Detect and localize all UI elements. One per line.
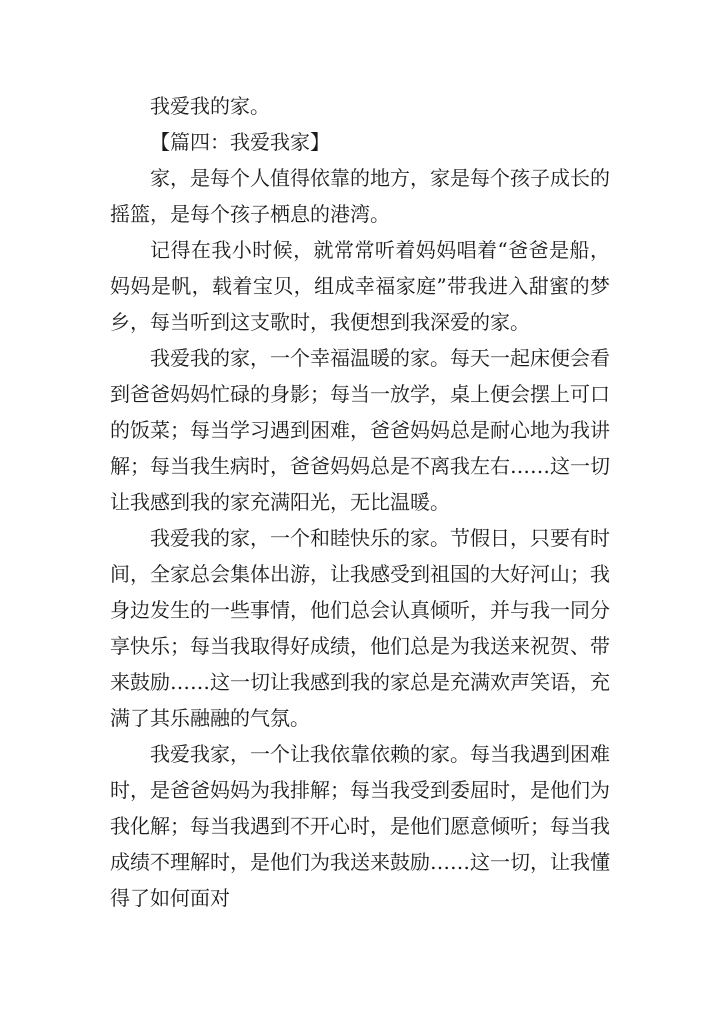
paragraph-reliable-home: 我爱我家，一个让我依靠依赖的家。每当我遇到困难时，是爸爸妈妈为我排解；每当我受到委屈时，是他们为我化解；每当我遇到不开心时，是他们愿意倾听；每当我成绩不理解时，是他们为我送来鼓励……这一切，让我懂得了如何面对 (110, 742, 610, 910)
paragraph-memory: 记得在我小时候，就常常听着妈妈唱着“爸爸是船，妈妈是帆，载着宝贝，组成幸福家庭”带我进入甜蜜的梦乡，每当听到这支歌时，我便想到我深爱的家。 (110, 238, 610, 334)
section-heading: 【篇四：我爱我家】 (150, 130, 330, 154)
paragraph-warm-home: 我爱我的家，一个幸福温暖的家。每天一起床便会看到爸爸妈妈忙碌的身影；每当一放学，桌上便会摆上可口的饭菜；每当学习遇到困难，爸爸妈妈总是耐心地为我讲解；每当我生病时，爸爸妈妈总是不离我左右……这一切让我感到我的家充满阳光，无比温暖。 (110, 346, 610, 514)
paragraph-intro: 家，是每个人值得依靠的地方，家是每个孩子成长的摇篮，是每个孩子栖息的港湾。 (110, 166, 610, 226)
document-body (110, 88, 610, 916)
paragraph-happy-home: 我爱我的家，一个和睦快乐的家。节假日，只要有时间，全家总会集体出游，让我感受到祖国的大好河山；我身边发生的一些事情，他们总会认真倾听，并与我一同分享快乐；每当我取得好成绩，他们总是为我送来祝贺、带来鼓励……这一切让我感到我的家总是充满欢声笑语，充满了其乐融融的气氛。 (110, 526, 610, 730)
paragraph-closing-line: 我爱我的家。 (150, 94, 270, 118)
